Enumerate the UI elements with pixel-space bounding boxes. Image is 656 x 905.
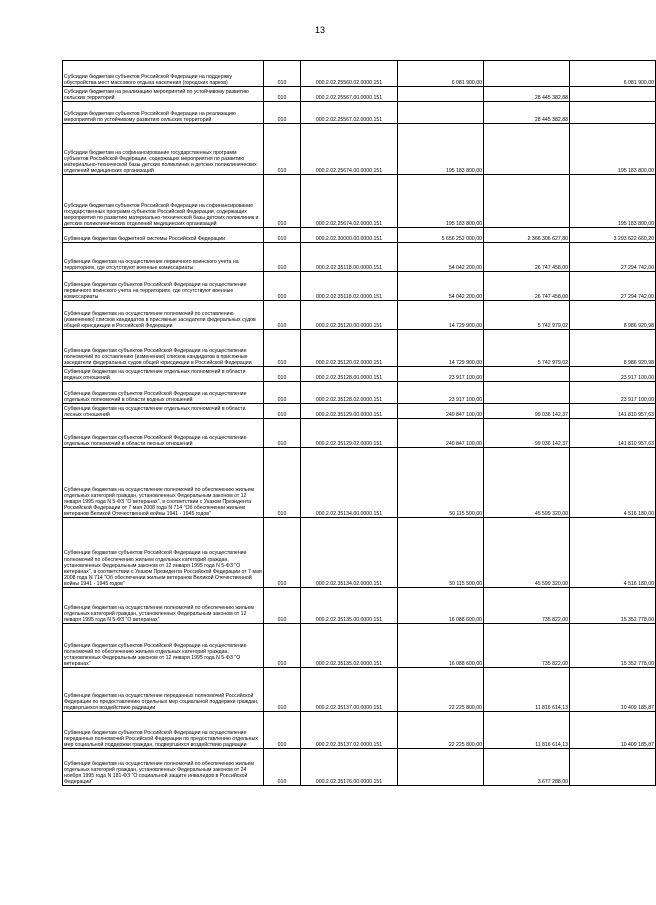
row-classification-cell: 000.2.02.25567.02.0000.151: [301, 102, 398, 124]
row-amount-approved-cell: 240 847 100,00: [398, 419, 484, 448]
table-row: [63, 102, 656, 124]
table-row: [63, 61, 656, 87]
row-name-cell: Субвенции бюджетам на осуществление полномочий по обеспечению жильем отдельных категорий граждан, установленных Федеральным законом от 24 ноября 1995 года N 181-ФЗ "О социальной защите инвалидов в Российской Федерации": [63, 749, 264, 786]
row-amount-approved-cell: 195 183 800,00: [398, 175, 484, 228]
row-amount-unexecuted-cell: 10 409 185,87: [570, 668, 656, 712]
row-amount-approved-cell: [398, 87, 484, 102]
row-amount-unexecuted-cell: 195 183 800,00: [570, 124, 656, 175]
row-classification-cell: 000.2.02.25560.02.0000.151: [301, 61, 398, 87]
row-classification-cell: 000.2.02.35137.02.0000.151: [301, 712, 398, 749]
row-name-cell: Субвенции бюджетам субъектов Российской Федерации на осуществление отдельных полномочий в области лесных отношений: [63, 419, 264, 448]
row-classification-cell: 000.2.02.25674.00.0000.151: [301, 124, 398, 175]
row-code-cell: 010: [264, 448, 301, 518]
table-row: [63, 301, 656, 330]
row-name-cell: Субвенции бюджетам субъектов Российской Федерации на осуществление полномочий по обеспечению жильем отдельных категорий граждан, установленных Федеральным законом от 12 января 1995 года N 5-ФЗ "О ветеранах", в соответствии с Указом Президента Российской Федерации от 7 мая 2008 года N 714 "Об обеспечении жильем ветеранов Великой Отечественной войны 1941 - 1945 годов": [63, 518, 264, 588]
row-code-cell: 010: [264, 668, 301, 712]
row-amount-executed-cell: 28 445 382,88: [484, 87, 570, 102]
row-classification-cell: 000.2.02.35128.00.0000.151: [301, 367, 398, 382]
row-amount-approved-cell: 54 042 200,00: [398, 243, 484, 272]
row-code-cell: 010: [264, 588, 301, 624]
row-code-cell: 010: [264, 330, 301, 367]
row-code-cell: 010: [264, 712, 301, 749]
table-row: [63, 749, 656, 786]
table-row: [63, 367, 656, 382]
row-name-cell: Субвенции бюджетам субъектов Российской Федерации на осуществление переданных полномочий Российской Федерации по предоставлению отдельных мер социальной поддержки граждан, подвергшихся воздействию радиации: [63, 712, 264, 749]
row-name-cell: Субвенции бюджетам на осуществление переданных полномочий Российской Федерации по предоставлению отдельных мер социальной поддержки граждан, подвергшихся воздействию радиации: [63, 668, 264, 712]
row-amount-executed-cell: 26 747 458,00: [484, 243, 570, 272]
row-name-cell: Субсидии бюджетам на софинансирование государственных программ субъектов Российской Федерации, содержащих мероприятия по развитию материально-технической базы детских поликлиник и детских поликлинических отделений медицинских организаций: [63, 124, 264, 175]
table-row: [63, 419, 656, 448]
table-row: [63, 330, 656, 367]
row-amount-unexecuted-cell: 23 917 100,00: [570, 367, 656, 382]
row-name-cell: Субсидии бюджетам субъектов Российской Федерации на софинансирование государственных программ субъектов Российской Федерации, содержащих мероприятия по развитию материально-технической базы детских поликлиник и детских поликлинических отделений медицинских организаций: [63, 175, 264, 228]
row-amount-executed-cell: 735 822,00: [484, 624, 570, 668]
row-classification-cell: 000.2.02.35134.00.0000.151: [301, 448, 398, 518]
row-classification-cell: 000.2.02.35118.00.0000.151: [301, 243, 398, 272]
table-row: [63, 243, 656, 272]
row-amount-unexecuted-cell: 15 352 778,00: [570, 624, 656, 668]
table-row: [63, 668, 656, 712]
row-classification-cell: 000.2.02.25567.00.0000.151: [301, 87, 398, 102]
row-amount-unexecuted-cell: 27 294 742,00: [570, 272, 656, 301]
row-name-cell: Субвенции бюджетам субъектов Российской Федерации на осуществление полномочий по составлению (изменению) списков кандидатов в присяжные заседатели федеральных судов общей юрисдикции в Российской Федерации: [63, 330, 264, 367]
row-amount-approved-cell: [398, 102, 484, 124]
row-classification-cell: 000.2.02.35176.00.0000.151: [301, 749, 398, 786]
row-amount-approved-cell: 23 917 100,00: [398, 382, 484, 404]
row-amount-approved-cell: 16 088 600,00: [398, 588, 484, 624]
row-name-cell: Субсидии бюджетам субъектов Российской Федерации на поддержку обустройства мест массового отдыха населения (городских парков): [63, 61, 264, 87]
row-amount-executed-cell: [484, 382, 570, 404]
row-amount-executed-cell: 45 599 320,00: [484, 448, 570, 518]
table-row: [63, 448, 656, 518]
row-amount-unexecuted-cell: 6 081 900,00: [570, 61, 656, 87]
row-amount-approved-cell: 14 729 900,00: [398, 330, 484, 367]
row-classification-cell: 000.2.02.35128.02.0000.151: [301, 382, 398, 404]
row-classification-cell: 000.2.02.35129.02.0000.151: [301, 419, 398, 448]
row-amount-executed-cell: 28 445 382,88: [484, 102, 570, 124]
row-amount-unexecuted-cell: 4 516 180,00: [570, 448, 656, 518]
row-name-cell: Субвенции бюджетам бюджетной системы Российской Федерации: [63, 228, 264, 243]
row-classification-cell: 000.2.02.35137.00.0000.151: [301, 668, 398, 712]
row-amount-approved-cell: 54 042 200,00: [398, 272, 484, 301]
row-amount-approved-cell: 50 115 500,00: [398, 448, 484, 518]
row-amount-executed-cell: [484, 124, 570, 175]
row-name-cell: Субвенции бюджетам на осуществление полномочий по обеспечению жильем отдельных категорий граждан, установленных Федеральным законом от 12 января 1995 года N 5-ФЗ "О ветеранах": [63, 588, 264, 624]
row-code-cell: 010: [264, 404, 301, 419]
row-code-cell: 010: [264, 228, 301, 243]
row-amount-executed-cell: 45 599 320,00: [484, 518, 570, 588]
row-code-cell: 010: [264, 382, 301, 404]
row-amount-unexecuted-cell: 141 810 957,63: [570, 419, 656, 448]
row-amount-executed-cell: [484, 175, 570, 228]
row-classification-cell: 000.2.02.35134.02.0000.151: [301, 518, 398, 588]
row-amount-executed-cell: 11 816 614,13: [484, 668, 570, 712]
row-name-cell: Субсидии бюджетам субъектов Российской Федерации на реализацию мероприятий по устойчивому развитию сельских территорий: [63, 102, 264, 124]
row-amount-executed-cell: 2 366 306 627,80: [484, 228, 570, 243]
row-amount-executed-cell: 5 742 979,02: [484, 330, 570, 367]
row-amount-unexecuted-cell: 141 810 957,63: [570, 404, 656, 419]
row-code-cell: 010: [264, 175, 301, 228]
row-amount-unexecuted-cell: [570, 87, 656, 102]
row-code-cell: 010: [264, 624, 301, 668]
row-code-cell: 010: [264, 749, 301, 786]
row-code-cell: 010: [264, 518, 301, 588]
table-row: [63, 124, 656, 175]
row-code-cell: 010: [264, 301, 301, 330]
row-classification-cell: 000.2.02.35135.02.0000.151: [301, 624, 398, 668]
row-amount-unexecuted-cell: 195 183 800,00: [570, 175, 656, 228]
table-row: [63, 518, 656, 588]
row-code-cell: 010: [264, 272, 301, 301]
row-name-cell: Субвенции бюджетам субъектов Российской Федерации на осуществление отдельных полномочий в области водных отношений: [63, 382, 264, 404]
row-amount-executed-cell: 735 822,00: [484, 588, 570, 624]
row-name-cell: Субвенции бюджетам субъектов Российской Федерации на осуществление первичного воинского учета на территориях, где отсутствуют военные комиссариаты: [63, 272, 264, 301]
row-amount-unexecuted-cell: 23 917 100,00: [570, 382, 656, 404]
row-name-cell: Субсидии бюджетам на реализацию мероприятий по устойчивому развитию сельских территорий: [63, 87, 264, 102]
row-amount-executed-cell: [484, 367, 570, 382]
table-row: [63, 712, 656, 749]
table-row: [63, 588, 656, 624]
row-name-cell: Субвенции бюджетам на осуществление отдельных полномочий в области водных отношений: [63, 367, 264, 382]
row-amount-executed-cell: 3 677 288,00: [484, 749, 570, 786]
row-code-cell: 010: [264, 419, 301, 448]
row-amount-approved-cell: 240 847 100,00: [398, 404, 484, 419]
row-code-cell: 010: [264, 124, 301, 175]
row-amount-approved-cell: 6 081 900,00: [398, 61, 484, 87]
row-amount-unexecuted-cell: 3 293 622 660,20: [570, 228, 656, 243]
row-name-cell: Субвенции бюджетам субъектов Российской Федерации на осуществление полномочий по обеспечению жильем отдельных категорий граждан, установленных Федеральным законом от 12 января 1995 года N 5-ФЗ "О ветеранах": [63, 624, 264, 668]
table-row: [63, 624, 656, 668]
row-amount-unexecuted-cell: 10 409 185,87: [570, 712, 656, 749]
row-amount-approved-cell: 5 656 252 000,00: [398, 228, 484, 243]
table-row: [63, 175, 656, 228]
row-amount-unexecuted-cell: 8 986 920,98: [570, 301, 656, 330]
row-amount-approved-cell: 195 183 800,00: [398, 124, 484, 175]
table-row: [63, 272, 656, 301]
row-amount-approved-cell: 14 729 900,00: [398, 301, 484, 330]
row-name-cell: Субвенции бюджетам на осуществление первичного воинского учета на территориях, где отсутствуют военные комиссариаты: [63, 243, 264, 272]
row-amount-executed-cell: 11 816 614,13: [484, 712, 570, 749]
page-number: 13: [314, 25, 325, 35]
row-amount-executed-cell: 99 036 142,37: [484, 404, 570, 419]
row-amount-unexecuted-cell: [570, 102, 656, 124]
row-code-cell: 010: [264, 367, 301, 382]
row-amount-unexecuted-cell: 8 986 920,98: [570, 330, 656, 367]
row-amount-approved-cell: 22 225 800,00: [398, 668, 484, 712]
row-code-cell: 010: [264, 102, 301, 124]
table-row: [63, 228, 656, 243]
row-classification-cell: 000.2.02.35129.00.0000.151: [301, 404, 398, 419]
row-code-cell: 010: [264, 243, 301, 272]
row-classification-cell: 000.2.02.25674.02.0000.151: [301, 175, 398, 228]
row-name-cell: Субвенции бюджетам на осуществление полномочий по составлению (изменению) списков кандидатов в присяжные заседатели федеральных судов общей юрисдикции в Российской Федерации: [63, 301, 264, 330]
row-amount-approved-cell: 22 225 800,00: [398, 712, 484, 749]
budget-table-body: [63, 61, 656, 786]
row-code-cell: 010: [264, 61, 301, 87]
row-name-cell: Субвенции бюджетам на осуществление полномочий по обеспечению жильем отдельных категорий граждан, установленных Федеральным законом от 12 января 1995 года N 5-ФЗ "О ветеранах", в соответствии с Указом Президента Российской Федерации от 7 мая 2008 года N 714 "Об обеспечении жильем ветеранов Великой Отечественной войны 1941 - 1945 годов": [63, 448, 264, 518]
row-classification-cell: 000.2.02.30000.00.0000.151: [301, 228, 398, 243]
row-classification-cell: 000.2.02.35120.02.0000.151: [301, 330, 398, 367]
row-code-cell: 010: [264, 87, 301, 102]
row-amount-approved-cell: 16 088 600,00: [398, 624, 484, 668]
row-classification-cell: 000.2.02.35120.00.0000.151: [301, 301, 398, 330]
row-classification-cell: 000.2.02.35135.00.0000.151: [301, 588, 398, 624]
budget-table: [62, 60, 656, 786]
row-name-cell: Субвенции бюджетам на осуществление отдельных полномочий в области лесных отношений: [63, 404, 264, 419]
row-amount-approved-cell: [398, 749, 484, 786]
row-amount-executed-cell: 5 742 979,02: [484, 301, 570, 330]
row-classification-cell: 000.2.02.35118.02.0000.151: [301, 272, 398, 301]
table-row: [63, 382, 656, 404]
row-amount-executed-cell: [484, 61, 570, 87]
row-amount-approved-cell: 23 917 100,00: [398, 367, 484, 382]
row-amount-unexecuted-cell: 27 294 742,00: [570, 243, 656, 272]
table-row: [63, 404, 656, 419]
row-amount-approved-cell: 50 115 500,00: [398, 518, 484, 588]
row-amount-unexecuted-cell: [570, 749, 656, 786]
row-amount-unexecuted-cell: 4 516 180,00: [570, 518, 656, 588]
row-amount-unexecuted-cell: 15 352 778,00: [570, 588, 656, 624]
row-amount-executed-cell: 26 747 458,00: [484, 272, 570, 301]
row-amount-executed-cell: 99 036 142,37: [484, 419, 570, 448]
table-row: [63, 87, 656, 102]
